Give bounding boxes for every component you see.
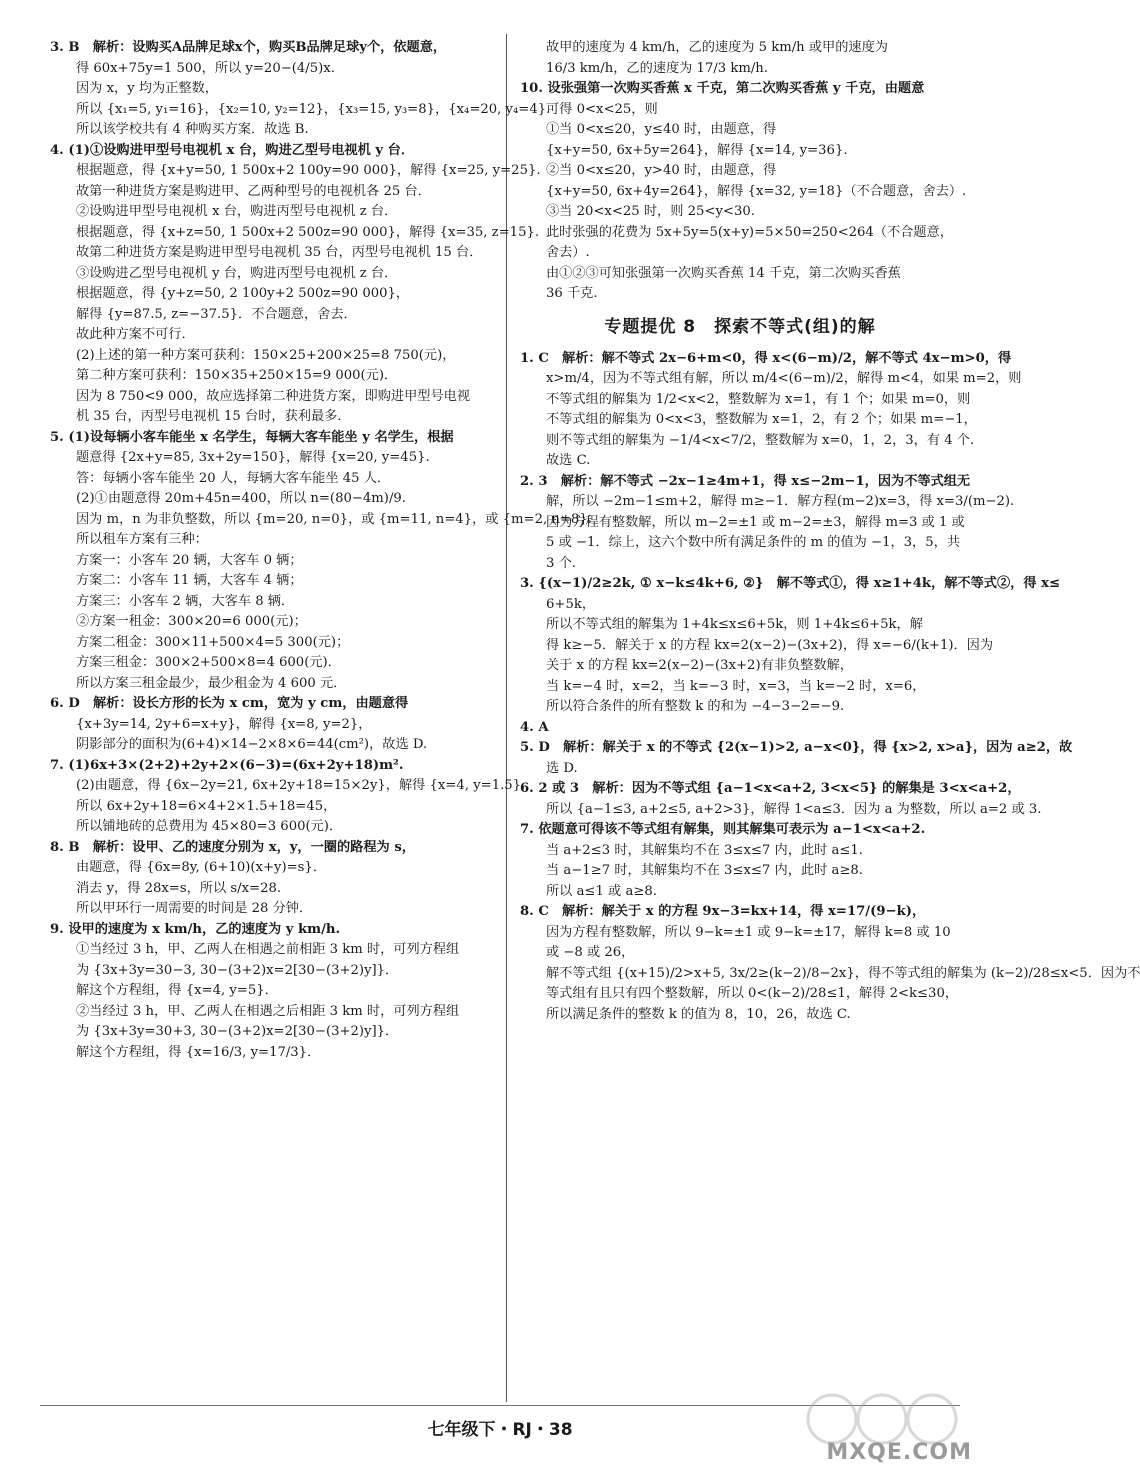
text-line: ②方案一租金：300×20=6 000(元)； (76, 614, 307, 629)
text-line: 所以 a≤1 或 a≥8. (546, 883, 657, 899)
text-line: 题意得 {2x+y=85, 3x+2y=150}，解得 {x=20, y=45}. (76, 450, 430, 465)
text-line: 故此种方案不可行． (76, 327, 195, 342)
text-line: 7. 依题意可得该不等式组有解集，则其解集可表示为 a−1<x<a+2. (520, 822, 926, 837)
right-column-top (520, 38, 967, 305)
text-line: 得 k≥−5．解关于 x 的方程 kx=2(x−2)−(3x+2)，得 x=−6/(k+1)．因为 (546, 637, 994, 653)
text-line: 所以不等式组的解集为 1+4k≤x≤6+5k，则 1+4k≤6+5k，解 (546, 617, 923, 632)
text-line: 不等式组的解集为 0<x<3，整数解为 x=1，2，有 2 个；如果 m=−1， (546, 412, 977, 427)
text-line: ②当经过 3 h，甲、乙两人在相遇之后相距 3 km 时，可列方程组 (76, 1003, 460, 1019)
text-line: 6+5k， (546, 596, 596, 612)
text-line: {x+y=50, 6x+5y=264}，解得 {x=14, y=36}. (546, 142, 848, 158)
text-line: 方案三租金：300×2+500×8=4 600(元)． (76, 655, 341, 670)
text-line: 等式组有且只有四个整数解，所以 0<(k−2)/28≤1，解得 2<k≤30， (546, 986, 959, 1001)
text-line: 因为方程有整数解，所以 m−2=±1 或 m−2=±3，解得 m=3 或 1 或 (546, 514, 965, 530)
text-line: 3 个. (546, 555, 576, 571)
text-line: 当 a−1≥7 时，其解集均不在 3≤x≤7 内，此时 a≥8. (546, 863, 863, 878)
text-line: 3. B 解析：设购买A品牌足球x个，购买B品牌足球y个，依题意， (50, 40, 447, 55)
text-line: 因为 m，n 为非负整数，所以 {m=20, n=0}，或 {m=11, n=4}，或 {m=2, n=8}. (76, 511, 592, 527)
text-line: 消去 y，得 28x=s，所以 s/x=28. (76, 880, 282, 896)
text-line: 第二种方案可获利：150×35+250×15=9 000(元)． (76, 368, 398, 383)
text-line: 9. 设甲的速度为 x km/h，乙的速度为 y km/h. (50, 921, 341, 937)
text-line: 因为 8 750<9 000，故应选择第二种进货方案，即购进甲型号电视 (76, 388, 471, 404)
text-line: 6. 2 或 3 解析：因为不等式组 {a−1<x<a+2, 3<x<5} 的解集是 3<x<a+2， (520, 781, 1021, 796)
text-line: 则不等式组的解集为 −1/4<x<7/2，整数解为 x=0，1，2，3，有 4 个. (546, 432, 975, 448)
text-line: 5 或 −1．综上，这六个数中所有满足条件的 m 的值为 −1，3，5，共 (546, 535, 961, 550)
text-line: 8. C 解析：解关于 x 的方程 9x−3=kx+14，得 x=17/(9−k)， (520, 904, 926, 919)
text-line: 6. D 解析：设长方形的长为 x cm，宽为 y cm，由题意得 (50, 696, 409, 711)
watermark-text: MXQE.COM (826, 1440, 972, 1465)
text-line: 7. (1)6x+3×(2+2)+2y+2×(6−3)=(6x+2y+18)m². (50, 757, 404, 773)
text-line: ①当 0<x≤20，y≤40 时，由题意，得 (546, 122, 777, 137)
text-line: 答：每辆小客车能坐 20 人，每辆大客车能坐 45 人． (76, 470, 391, 486)
text-line: 所以满足条件的整数 k 的值为 8，10，26，故选 C. (546, 1006, 851, 1022)
text-line: (2)上述的第一种方案可获利：150×25+200×25=8 750(元)， (76, 347, 456, 363)
text-line: 当 k=−4 时，x=2，当 k=−3 时，x=3，当 k=−2 时，x=6， (546, 678, 926, 694)
text-line: 或 −8 或 26， (546, 945, 635, 960)
right-column-bottom (520, 349, 1140, 1026)
text-line: 所以 6x+2y+18=6×4+2×1.5+18=45， (76, 798, 337, 814)
text-line: 8. B 解析：设甲、乙的速度分别为 x，y，一圈的路程为 s， (50, 839, 415, 855)
text-line: 所以方案三租金最少，最少租金为 4 600 元． (76, 675, 347, 691)
text-line: 故甲的速度为 4 km/h，乙的速度为 5 km/h 或甲的速度为 (546, 40, 888, 55)
text-line: 机 35 台，丙型号电视机 15 台时，获利最多． (76, 409, 351, 424)
text-line: 不等式组的解集为 1/2<x<2，整数解为 x=1，有 1 个；如果 m=0，则 (546, 391, 971, 407)
text-line: ②当 0<x≤20，y>40 时，由题意，得 (546, 163, 777, 178)
section-title: 专题提优 8 探索不等式(组)的解 (604, 316, 876, 337)
text-line: 1. C 解析：解不等式 2x−6+m<0，得 x<(6−m)/2，解不等式 4x−m>0，得 (520, 350, 1012, 366)
text-line: 4. A (520, 719, 549, 735)
text-line: 选 D. (546, 760, 578, 776)
text-line: 当 a+2≤3 时，其解集均不在 3≤x≤7 内，此时 a≤1. (546, 842, 863, 858)
text-line: 阴影部分的面积为(6+4)×14−2×8×6=44(cm²)，故选 D. (76, 737, 428, 752)
text-line: 所以该学校共有 4 种购买方案．故选 B. (76, 122, 309, 137)
text-line: 关于 x 的方程 kx=2(x−2)−(3x+2)有非负整数解， (546, 658, 853, 673)
text-line: 方案二：小客车 11 辆，大客车 4 辆； (76, 573, 303, 588)
text-line: 方案三：小客车 2 辆，大客车 8 辆． (76, 593, 295, 609)
text-line: 5. D 解析：解关于 x 的不等式 {2(x−1)>2, a−x<0}，得 {x>2, x>a}，因为 a≥2，故 (520, 740, 1073, 755)
text-line: 解，所以 −2m−1≤m+2，解得 m≥−1．解方程(m−2)x=3，得 x=3/(m−2). (546, 494, 1015, 509)
text-line: 舍去）. (546, 245, 590, 260)
text-line: 此时张强的花费为 5x+5y=5(x+y)=5×50=250<264（不合题意， (546, 224, 953, 240)
text-line: ①当经过 3 h，甲、乙两人在相遇之前相距 3 km 时，可列方程组 (76, 942, 460, 957)
text-line: 故第二种进货方案是购进甲型号电视机 35 台，丙型号电视机 15 台． (76, 245, 483, 260)
text-line: 因为方程有整数解，所以 9−k=±1 或 9−k=±17，解得 k=8 或 10 (546, 924, 951, 940)
text-line: 由①②③可知张强第一次购买香蕉 14 千克，第二次购买香蕉 (546, 265, 901, 281)
text-line: (2)①由题意得 20m+45n=400，所以 n=(80−4m)/9. (76, 491, 406, 506)
text-line: ③设购进乙型号电视机 y 台，购进丙型号电视机 z 台． (76, 265, 398, 281)
text-line: 为 {3x+3y=30+3, 30−(3+2)x=2[30−(3+2)y]}． (76, 1024, 399, 1039)
text-line: 解这个方程组，得 {x=4, y=5}． (76, 983, 278, 998)
text-line: 故第一种进货方案是购进甲、乙两种型号的电视机各 25 台． (76, 183, 431, 199)
text-line: 可得 0<x<25，则 (546, 101, 658, 117)
text-line: 解不等式组 {(x+15)/2>x+5, 3x/2≥(k−2)/8−2x}，得不等式组的解集为 (k−2)/28≤x<5．因为不 (546, 965, 1140, 981)
text-line: 所以铺地砖的总费用为 45×80=3 600(元)． (76, 819, 343, 834)
text-line: 为 {3x+3y=30−3, 30−(3+2)x=2[30−(3+2)y]}． (76, 962, 399, 978)
text-line: 2. 3 解析：解不等式 −2x−1≥4m+1，得 x≤−2m−1，因为不等式组无 (520, 473, 971, 489)
text-line: 解这个方程组，得 {x=16/3, y=17/3}． (76, 1044, 321, 1060)
text-line: 得 60x+75y=1 500，所以 y=20−(4/5)x. (76, 60, 335, 76)
text-line: 方案二租金：300×11+500×4=5 300(元)； (76, 634, 350, 650)
text-line: {x+y=50, 6x+4y=264}，解得 {x=32, y=18}（不合题意，舍去）. (546, 183, 967, 199)
text-line: 所以甲环行一周需要的时间是 28 分钟． (76, 901, 313, 916)
text-line: 36 千克. (546, 286, 598, 301)
text-line: {x+3y=14, 2y+6=x+y}，解得 {x=8, y=2}， (76, 716, 372, 732)
text-line: 所以符合条件的所有整数 k 的和为 −4−3−2=−9. (546, 699, 845, 714)
text-line: 根据题意，得 {y+z=50, 2 100y+2 500z=90 000}， (76, 286, 410, 301)
text-line: 5. (1)设每辆小客车能坐 x 名学生，每辆大客车能坐 y 名学生，根据 (50, 429, 454, 445)
text-line: 所以 {x₁=5, y₁=16}，{x₂=10, y₂=12}，{x₃=15, y₃=8}，{x₄=20, y₄=4}. (76, 101, 551, 117)
text-line: 故选 C. (546, 453, 591, 468)
text-line: 根据题意，得 {x+y=50, 1 500x+2 100y=90 000}，解得 {x=25, y=25}. (76, 163, 541, 178)
text-line: 10. 设张强第一次购买香蕉 x 千克，第二次购买香蕉 y 千克，由题意 (520, 81, 925, 96)
text-line: 根据题意，得 {x+z=50, 1 500x+2 500z=90 000}，解得 {x=35, z=15}. (76, 224, 540, 240)
text-line: 所以租车方案有三种： (76, 532, 208, 547)
text-line: 所以 {a−1≤3, a+2≤5, a+2>3}，解得 1<a≤3．因为 a 为整数，所以 a=2 或 3. (546, 801, 1042, 817)
text-line: 4. (1)①设购进甲型号电视机 x 台，购进乙型号电视机 y 台． (50, 142, 415, 158)
right-column (520, 38, 1140, 1025)
text-line: 由题意，得 {6x=8y, (6+10)(x+y)=s}． (76, 860, 327, 875)
page-footer: 七年级下・RJ・38 (427, 1420, 573, 1440)
text-line: ②设购进甲型号电视机 x 台，购进丙型号电视机 z 台． (76, 204, 398, 219)
text-line: 3. {(x−1)/2≥2k, ① x−k≤4k+6, ②} 解不等式①，得 x≥1+4k，解不等式②，得 x≤ (520, 576, 1061, 591)
text-line: x>m/4，因为不等式组有解，所以 m/4<(6−m)/2，解得 m<4，如果 m=2，则 (546, 371, 1022, 386)
text-line: 16/3 km/h，乙的速度为 17/3 km/h. (546, 60, 768, 76)
text-line: 因为 x，y 均为正整数， (76, 81, 218, 96)
text-line: (2)由题意，得 {6x−2y=21, 6x+2y+18=15×2y}，解得 {x=4, y=1.5}. (76, 778, 526, 793)
text-line: 解得 {y=87.5, z=−37.5}．不合题意，舍去． (76, 306, 357, 322)
text-line: 方案一：小客车 20 辆，大客车 0 辆； (76, 552, 303, 568)
text-line: ③当 20<x<25 时，则 25<y<30. (546, 204, 755, 219)
